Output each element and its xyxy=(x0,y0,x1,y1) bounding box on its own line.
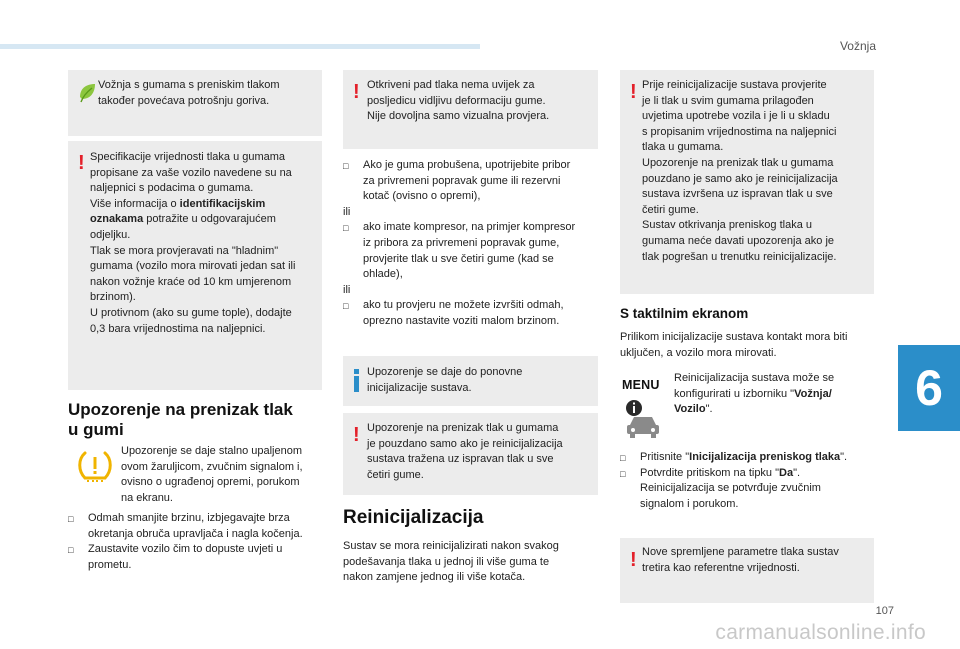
vehicle-info-icon xyxy=(622,395,664,441)
checkbox-bullet-icon: □ xyxy=(343,301,349,312)
info-note-line: Upozorenje se daje do ponovne xyxy=(367,366,523,378)
exclamation-icon: ! xyxy=(353,81,360,103)
warning-deform-line: Nije dovoljna samo vizualna provjera. xyxy=(367,110,550,123)
intro-line: Prilikom inicijalizacije sustava kontakt mora biti xyxy=(620,331,848,343)
reinit-body-line: podešavanja tlaka u jednoj ili više guma te xyxy=(343,555,550,568)
warning-check-line: pouzdano je samo ako je reinicijalizacija xyxy=(642,172,838,185)
info-note-box xyxy=(343,356,598,406)
warning-spec-line: brzinom). xyxy=(90,291,136,304)
warning-check-line: tlak pogrešan u trenutku reinicijalizacije. xyxy=(642,250,837,263)
list-item: □ ako imate kompresor, na primjer kompresor iz pribora za privremeni popravak gume, provjerite tlak u sve četiri gume (kad se ohlade), xyxy=(343,220,603,282)
section-title: Vožnja xyxy=(839,39,876,53)
eco-note-line: Vožnja s gumama s preniskim tlakom xyxy=(98,79,280,91)
checkbox-bullet-icon: □ xyxy=(343,223,349,234)
info-icon xyxy=(354,369,359,392)
warning-check-line: je li tlak u svim gumama prilagođen xyxy=(642,94,814,107)
reinit-body-line: nakon zamjene jednog ili više kotača. xyxy=(343,571,526,584)
warning-check-line: četiri gume. xyxy=(642,203,699,216)
menu-vehicle-icon xyxy=(622,377,666,443)
warning-spec-line: naljepnici s podacima o gumama. xyxy=(90,182,254,195)
warning-deform-line: posljedicu vidljivu deformaciju gume. xyxy=(367,94,546,107)
more-info-line: oznakama potražite u odgovarajućem xyxy=(90,213,276,226)
warning-spec-line: Tlak se mora provjeravati na "hladnim" xyxy=(90,244,279,257)
warning-deform-box xyxy=(343,70,598,149)
warning-new-params-box xyxy=(620,538,874,603)
warning-spec-line: propisane za vaše vozilo navedene su na xyxy=(90,166,292,179)
alert-text-line: ovom žaruljicom, zvučnim signalom i, xyxy=(121,460,303,473)
warning-reliable-line: Upozorenje na prenizak tlak u gumama xyxy=(367,422,559,434)
checkbox-bullet-icon: □ xyxy=(68,514,74,524)
checkbox-bullet-icon: □ xyxy=(620,468,626,479)
exclamation-icon: ! xyxy=(630,81,637,103)
intro-line: uključen, a vozilo mora mirovati. xyxy=(620,346,777,359)
exclamation-icon: ! xyxy=(353,424,360,446)
header-accent-bar xyxy=(0,44,480,49)
warning-reliable-line: četiri gume. xyxy=(367,468,424,481)
heading-touchscreen: S taktilnim ekranom xyxy=(620,306,749,321)
warning-spec-line: nakon vožnje kraće od 10 km umjerenom xyxy=(90,275,292,288)
menu-text-line: Vozilo". xyxy=(674,403,713,416)
list-item: □ Pritisnite "Inicijalizacija preniskog tlaka". xyxy=(620,450,880,466)
list-item: □ Ako je guma probušena, upotrijebite pribor za privremeni popravak gume ili rezervni kotač (ovisno o opremi), xyxy=(343,158,603,205)
more-info-line: Više informacija o identifikacijskim xyxy=(90,197,266,210)
warning-check-line: uvjetima upotrebe vozila i je li u skladu xyxy=(642,110,830,123)
warning-check-line: s propisanim vrijednostima na naljepnici xyxy=(642,125,837,138)
checkbox-bullet-icon: □ xyxy=(620,453,626,463)
menu-label: MENU xyxy=(622,378,660,392)
eco-note-line: također povećava potrošnju goriva. xyxy=(98,94,270,107)
heading-low-pressure: Upozorenje na prenizak tlak u gumi xyxy=(68,400,293,439)
warning-new-line: tretira kao referentne vrijednosti. xyxy=(642,561,800,574)
heading-reinitialization: Reinicijalizacija xyxy=(343,507,484,528)
warning-reliable-line: sustava tražena uz ispravan tlak u sve xyxy=(367,453,554,466)
watermark: carmanualsonline.info xyxy=(715,621,926,644)
list-item: □ Potvrdite pritiskom na tipku "Da". Reinicijalizacija se potvrđuje zvučnim signalom i porukom. xyxy=(620,466,880,513)
more-info-line: odjeljku. xyxy=(90,229,131,242)
or-separator: ili xyxy=(343,283,351,296)
info-note-line: inicijalizacije sustava. xyxy=(367,381,472,394)
checkbox-bullet-icon: □ xyxy=(68,545,74,556)
eco-note-box xyxy=(68,70,322,136)
warning-spec-line: gumama (vozilo mora mirovati jedan sat ili xyxy=(90,260,296,273)
warning-check-line: Sustav otkrivanja preniskog tlaka u xyxy=(642,219,812,232)
reinit-body-line: Sustav se mora reinicijalizirati nakon svakog xyxy=(343,540,559,552)
warning-spec-box xyxy=(68,141,322,390)
chapter-tab: 6 xyxy=(898,345,960,431)
warning-reliable-line: je pouzdano samo ako je reinicijalizacija xyxy=(367,437,563,450)
list-item: □ ako tu provjeru ne možete izvršiti odmah, oprezno nastavite voziti malom brzinom. xyxy=(343,298,603,329)
exclamation-icon: ! xyxy=(78,152,85,174)
warning-check-line: tlaka u gumama. xyxy=(642,141,724,154)
warning-spec-line: Specifikacije vrijednosti tlaka u gumama xyxy=(90,151,286,163)
warning-deform-line: Otkriveni pad tlaka nema uvijek za xyxy=(367,79,535,91)
warning-check-box xyxy=(620,70,874,294)
menu-text-line: konfigurirati u izborniku "Vožnja/ xyxy=(674,387,832,400)
alert-text-line: ovisno o ugrađenoj opremi, porukom xyxy=(121,476,300,489)
alert-text-line: Upozorenje se daje stalno upaljenom xyxy=(121,445,303,457)
checkbox-bullet-icon: □ xyxy=(343,161,349,171)
list-item: □ Zaustavite vozilo čim to dopuste uvjeti u prometu. xyxy=(68,542,330,573)
warning-check-line: Prije reinicijalizacije sustava provjerite xyxy=(642,79,827,91)
exclamation-icon: ! xyxy=(630,549,637,571)
eco-leaf-icon xyxy=(78,83,96,103)
warning-spec-line: U protivnom (ako su gume tople), dodajte xyxy=(90,307,292,320)
warning-spec-line: 0,3 bara vrijednostima na naljepnici. xyxy=(90,322,266,335)
warning-check-line: gumama neće davati upozorenja ako je xyxy=(642,235,835,248)
tyre-pressure-warning-icon xyxy=(76,449,114,483)
page-number: 107 xyxy=(875,605,894,617)
warning-new-line: Nove spremljene parametre tlaka sustav xyxy=(642,546,839,558)
warning-reliable-box xyxy=(343,413,598,495)
or-separator: ili xyxy=(343,205,351,218)
warning-check-line: sustava izvršena uz ispravan tlak u sve xyxy=(642,188,833,201)
list-item: □ Odmah smanjite brzinu, izbjegavajte brza okretanja obruča upravljača i nagla kočenja. xyxy=(68,511,330,542)
warning-check-line: Upozorenje na prenizak tlak u gumama xyxy=(642,157,834,170)
menu-text-line: Reinicijalizacija sustava može se xyxy=(674,372,835,384)
alert-text-line: na ekranu. xyxy=(121,491,173,504)
